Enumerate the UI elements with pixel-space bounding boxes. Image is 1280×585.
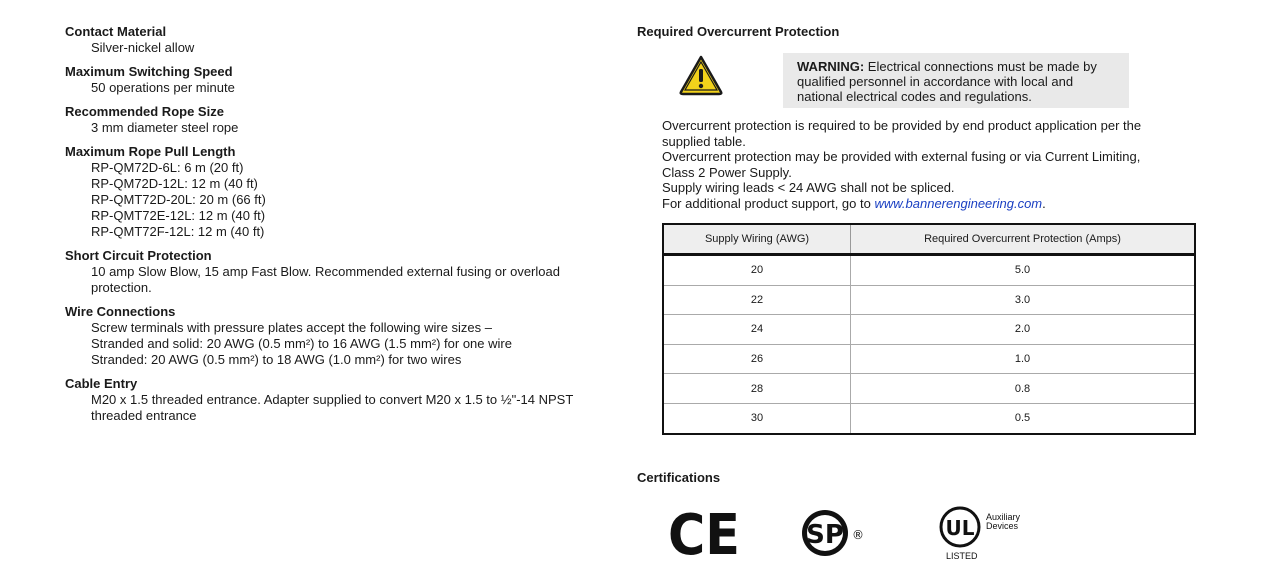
support-suffix: . [1042, 195, 1046, 211]
table-cell-amps: 2.0 [851, 315, 1196, 345]
overcurrent-description [662, 118, 1202, 211]
spec-value: 10 amp Slow Blow, 15 amp Fast Blow. Recommended external fusing or overload [91, 264, 560, 279]
table-cell-amps: 1.0 [851, 344, 1196, 374]
table-header-row [663, 224, 1195, 255]
support-link[interactable]: www.bannerengineering.com [874, 195, 1043, 211]
table-cell-awg: 30 [663, 403, 851, 433]
table-row [663, 255, 1195, 286]
csa-registered-mark: ® [852, 528, 864, 542]
csa-mark-icon [800, 506, 866, 560]
spec-contact-material [65, 24, 605, 56]
paragraph-line: Overcurrent protection is required to be provided by end product application per the [662, 118, 1142, 133]
spec-short-circuit [65, 248, 605, 296]
spec-title: Maximum Rope Pull Length [65, 144, 236, 159]
spec-rope-pull-length [65, 144, 605, 240]
spec-title: Recommended Rope Size [65, 104, 224, 119]
spec-title: Contact Material [65, 24, 167, 39]
ul-listed-mark-icon [938, 506, 1038, 564]
ul-mark-text: UL [945, 516, 975, 540]
ul-aux-line2: Devices [986, 521, 1019, 531]
table-row [663, 403, 1195, 433]
table-cell-awg: 20 [663, 255, 851, 286]
table-cell-amps: 0.8 [851, 374, 1196, 404]
spec-value: Stranded and solid: 20 AWG (0.5 mm²) to 16 AWG (1.5 mm²) for one wire [91, 336, 512, 351]
paragraph-line: supplied table. [662, 133, 746, 149]
spec-value: protection. [91, 280, 152, 295]
table-cell-awg: 28 [663, 374, 851, 404]
csa-mark-text: SP [806, 520, 844, 550]
spec-value: RP-QMT72F-12L: 12 m (40 ft) [91, 224, 265, 239]
ce-mark-icon [668, 507, 742, 559]
table-cell-awg: 26 [663, 344, 851, 374]
ce-mark-text: CE [668, 507, 740, 559]
spec-title: Cable Entry [65, 376, 138, 391]
column-header-awg: Supply Wiring (AWG) [663, 224, 851, 255]
overcurrent-table [662, 223, 1196, 435]
table-cell-awg: 22 [663, 285, 851, 315]
paragraph-line: Class 2 Power Supply. [662, 164, 792, 180]
table-row [663, 374, 1195, 404]
warning-label: WARNING: [797, 59, 865, 74]
ul-listed-text: LISTED [946, 551, 978, 561]
table-cell-amps: 3.0 [851, 285, 1196, 315]
certifications-title: Certifications [637, 470, 721, 485]
ul-aux-line1: Auxiliary [986, 512, 1021, 522]
warning-text: Electrical connections must be made by [864, 59, 1097, 74]
spec-value: Screw terminals with pressure plates accept the following wire sizes – [91, 320, 493, 335]
warning-line: national electrical codes and regulations. [797, 89, 1032, 104]
spec-value: M20 x 1.5 threaded entrance. Adapter supplied to convert M20 x 1.5 to ½"-14 NPST [91, 392, 574, 407]
support-prefix: For additional product support, go to [662, 195, 875, 211]
table-row [663, 344, 1195, 374]
spec-title: Maximum Switching Speed [65, 64, 233, 79]
spec-rope-size [65, 104, 605, 136]
spec-value: RP-QMT72E-12L: 12 m (40 ft) [91, 208, 266, 223]
table-cell-awg: 24 [663, 315, 851, 345]
paragraph-line: Supply wiring leads < 24 AWG shall not be spliced. [662, 180, 955, 195]
spec-value: 3 mm diameter steel rope [91, 120, 239, 135]
spec-value: RP-QM72D-12L: 12 m (40 ft) [91, 176, 258, 191]
paragraph-line: Overcurrent protection may be provided with external fusing or via Current Limiting, [662, 149, 1141, 164]
spec-title: Short Circuit Protection [65, 248, 212, 263]
spec-value: 50 operations per minute [91, 80, 235, 95]
table-row [663, 315, 1195, 345]
warning-box [783, 53, 1129, 108]
spec-value: RP-QMT72D-20L: 20 m (66 ft) [91, 192, 266, 207]
specifications-column [65, 24, 605, 432]
spec-cable-entry [65, 376, 605, 424]
table-row [663, 285, 1195, 315]
spec-wire-connections [65, 304, 605, 368]
support-line [662, 196, 1202, 212]
spec-switching-speed [65, 64, 605, 96]
warning-line [797, 59, 1129, 74]
overcurrent-title: Required Overcurrent Protection [637, 24, 840, 39]
spec-value: RP-QM72D-6L: 6 m (20 ft) [91, 160, 244, 175]
spec-value: Silver-nickel allow [91, 40, 195, 55]
spec-value: threaded entrance [91, 408, 197, 423]
column-header-amps: Required Overcurrent Protection (Amps) [851, 224, 1196, 255]
warning-line: qualified personnel in accordance with local and [797, 74, 1074, 89]
spec-value: Stranded: 20 AWG (0.5 mm²) to 18 AWG (1.0 mm²) for two wires [91, 352, 462, 367]
warning-icon [678, 54, 724, 96]
spec-title: Wire Connections [65, 304, 176, 319]
table-cell-amps: 5.0 [851, 255, 1196, 286]
table-cell-amps: 0.5 [851, 403, 1196, 433]
